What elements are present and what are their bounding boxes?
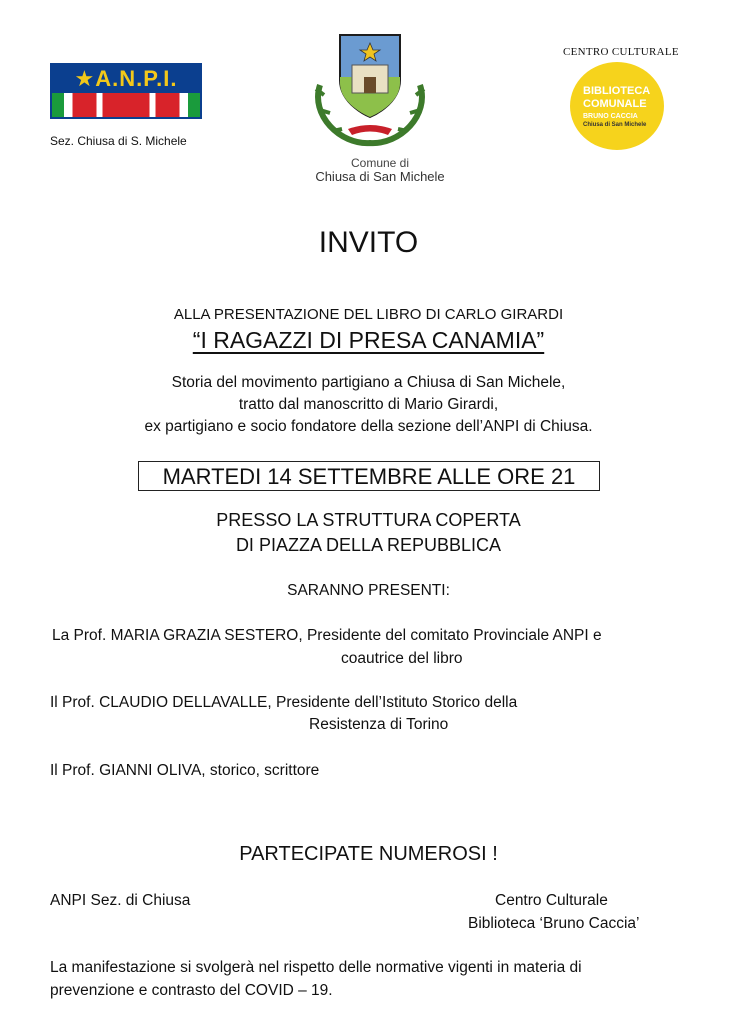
comune-label-line2: Chiusa di San Michele [315,169,445,184]
anpi-logo-text: ★A.N.P.I. [50,63,202,91]
biblioteca-logo-line1: BIBLIOTECA [583,85,651,97]
centro-culturale-label: CENTRO CULTURALE [563,46,679,58]
biblioteca-logo-line4: Chiusa di San Michele [583,122,647,128]
footer-centro-culturale: Centro Culturale [495,892,608,909]
anpi-flag-icon [50,91,202,119]
description-line: ex partigiano e socio fondatore della sezione dell’ANPI di Chiusa. [144,418,593,435]
speaker-line: coautrice del libro [341,650,463,667]
anpi-section-label: Sez. Chiusa di S. Michele [50,134,187,148]
event-date: MARTEDI 14 SETTEMBRE ALLE ORE 21 [138,461,600,491]
speaker-line: Resistenza di Torino [309,716,449,733]
presentation-line: ALLA PRESENTAZIONE DEL LIBRO DI CARLO GIRARDI [173,306,564,323]
footer-biblioteca: Biblioteca ‘Bruno Caccia’ [468,915,640,932]
biblioteca-logo-line3: BRUNO CACCIA [583,113,638,120]
comune-label-line1: Comune di [350,156,410,170]
biblioteca-logo-line2: COMUNALE [583,98,647,110]
speaker-line: Il Prof. CLAUDIO DELLAVALLE, Presidente dell’Istituto Storico della [50,694,518,711]
speakers-heading: SARANNO PRESENTI: [287,582,450,599]
description-line: Storia del movimento partigiano a Chiusa di San Michele, [171,374,566,391]
book-title-text: “I RAGAZZI DI PRESA CANAMIA” [192,327,545,353]
invito-heading: INVITO [318,226,419,259]
call-to-action: PARTECIPATE NUMEROSI ! [239,843,498,865]
footer-anpi: ANPI Sez. di Chiusa [50,892,191,909]
book-title [0,327,737,354]
venue-line: PRESSO LA STRUTTURA COPERTA [216,510,521,530]
comune-crest-icon [300,25,440,155]
covid-notice-line: prevenzione e contrasto del COVID – 19. [50,982,333,999]
speaker-line: La Prof. MARIA GRAZIA SESTERO, Presidente del comitato Provinciale ANPI e [52,627,602,644]
speaker-line: Il Prof. GIANNI OLIVA, storico, scrittore [50,762,320,779]
covid-notice-line: La manifestazione si svolgerà nel rispetto delle normative vigenti in materia di [50,959,582,976]
venue-line: DI PIAZZA DELLA REPUBBLICA [235,535,502,555]
description-line: tratto dal manoscritto di Mario Girardi, [238,396,499,413]
